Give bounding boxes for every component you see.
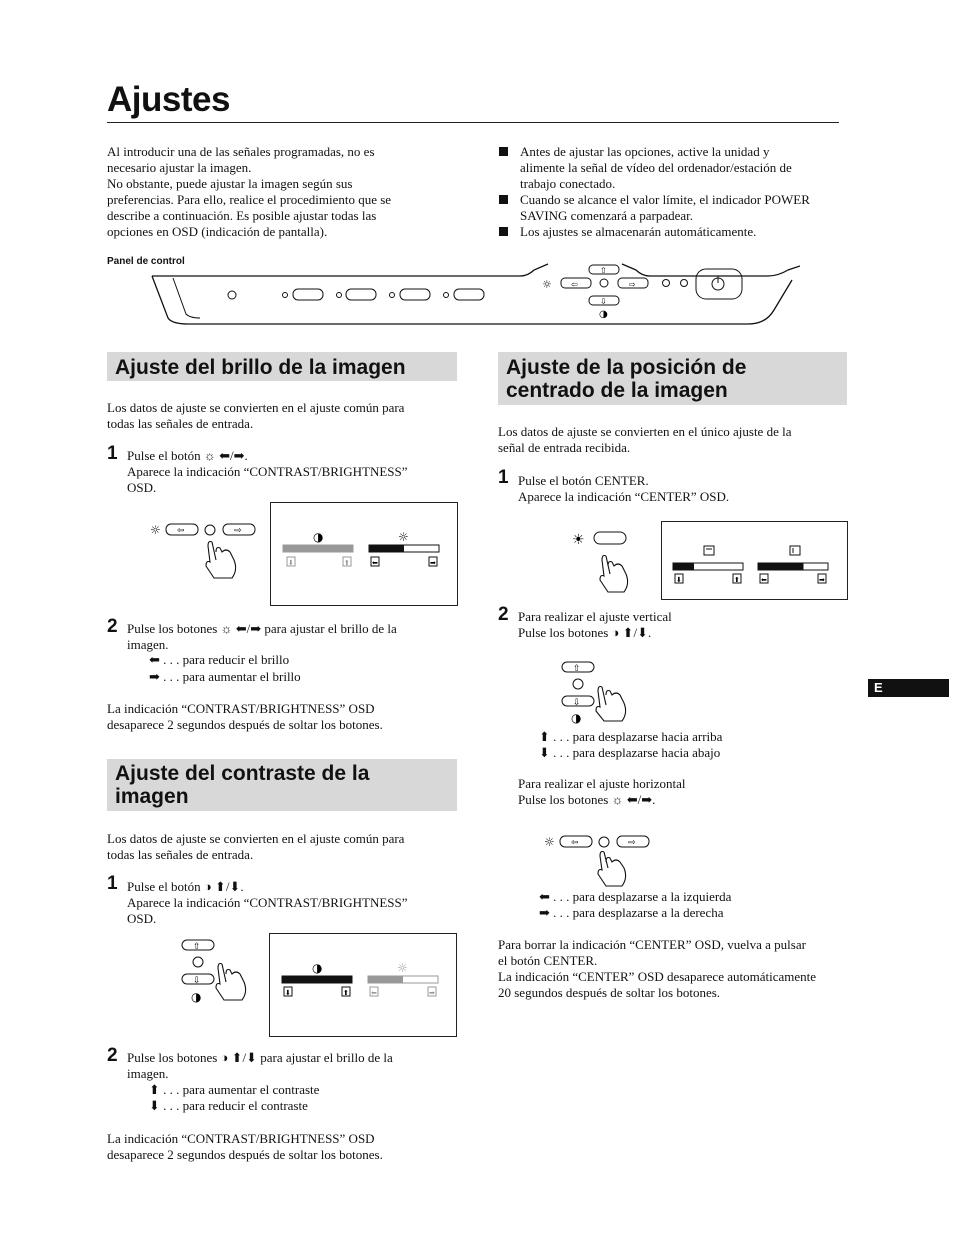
svg-text:⇨: ⇨: [234, 526, 242, 536]
svg-text:⬆: ⬆: [344, 559, 350, 567]
brightness-step1: Pulse el botón ☼ ⬅/➡. Aparece la indicación “CONTRAST/BRIGHTNESS” OSD.: [127, 448, 408, 495]
horizontal-buttons-illustration: [542, 830, 654, 890]
note-item: Los ajustes se almacenarán automáticamente.: [499, 224, 849, 240]
svg-text:➡: ➡: [430, 559, 436, 567]
brightness-heading: Ajuste del brillo de la imagen: [115, 356, 406, 379]
panel-label: Panel de control: [107, 256, 185, 267]
center-horizontal: Para realizar el ajuste horizontal Pulse los botones ☼ ⬅/➡.: [518, 776, 686, 807]
bullet-square-icon: [499, 147, 508, 156]
step-number: 2: [498, 604, 509, 625]
svg-text:⬅: ⬅: [371, 989, 377, 997]
center-left-item: ⬅ . . . para desplazarse a la izquierda: [539, 889, 732, 904]
svg-text:⇦: ⇦: [571, 838, 579, 848]
svg-text:☼: ☼: [150, 523, 161, 537]
svg-text:⇨: ⇨: [628, 838, 636, 848]
title-rule: [107, 122, 839, 123]
intro-line: describe a continuación. Es posible ajustar todas las: [107, 208, 377, 223]
svg-text:☼: ☼: [398, 530, 409, 544]
intro-line: Al introducir una de las señales programadas, no es: [107, 144, 375, 159]
bullet-square-icon: [499, 227, 508, 236]
svg-text:⬇: ⬇: [288, 559, 294, 567]
intro-line: No obstante, puede ajustar la imagen según sus: [107, 176, 353, 191]
step-number: 1: [107, 443, 118, 464]
contrast-osd: [269, 933, 457, 1037]
center-heading-box: [498, 352, 847, 405]
svg-text:◑: ◑: [312, 961, 323, 975]
svg-text:⇨: ⇨: [629, 280, 636, 289]
svg-text:⬆: ⬆: [343, 989, 349, 997]
center-button-illustration: [572, 526, 634, 596]
svg-text:☼: ☼: [544, 835, 555, 849]
svg-text:◑: ◑: [571, 711, 582, 725]
note-item: Antes de ajustar las opciones, active la unidad y alimente la señal de vídeo del ordenador/estación de trabajo conectado.: [499, 144, 849, 192]
bullet-square-icon: [499, 195, 508, 204]
intro-line: preferencias. Para ello, realice el procedimiento que se: [107, 192, 392, 207]
svg-text:⬅: ⬅: [372, 559, 378, 567]
contrast-up-item: ⬆ . . . para aumentar el contraste: [149, 1082, 320, 1097]
svg-text:⇩: ⇩: [573, 698, 581, 708]
page-title: Ajustes: [107, 80, 230, 119]
notes-list: [499, 144, 849, 240]
brightness-note: La indicación “CONTRAST/BRIGHTNESS” OSD desaparece 2 segundos después de soltar los botones.: [107, 701, 383, 732]
center-down-item: ⬇ . . . para desplazarse hacia abajo: [539, 745, 721, 760]
svg-text:◑: ◑: [313, 530, 324, 544]
svg-text:⇦: ⇦: [177, 526, 185, 536]
svg-text:➡: ➡: [429, 989, 435, 997]
brightness-lead: Los datos de ajuste se convierten en el ajuste común para todas las señales de entrada.: [107, 400, 405, 431]
intro-text: [107, 144, 477, 240]
svg-text:⇩: ⇩: [193, 976, 201, 986]
center-heading: Ajuste de la posición de centrado de la imagen: [506, 356, 747, 402]
center-step2: Para realizar el ajuste vertical Pulse los botones ◑ ⬆/⬇.: [518, 609, 672, 640]
step-number: 2: [107, 1045, 118, 1066]
contrast-step2: Pulse los botones ◑ ⬆/⬇ para ajustar el brillo de la imagen.: [127, 1050, 393, 1081]
language-tab: E: [868, 679, 949, 697]
center-right-item: ➡ . . . para desplazarse a la derecha: [539, 905, 724, 920]
center-step1: Pulse el botón CENTER. Aparece la indicación “CENTER” OSD.: [518, 473, 730, 504]
intro-line: opciones en OSD (indicación de pantalla).: [107, 224, 328, 239]
svg-text:⇦: ⇦: [571, 280, 578, 289]
contrast-step1: Pulse el botón ◑ ⬆/⬇. Aparece la indicación “CONTRAST/BRIGHTNESS” OSD.: [127, 879, 408, 926]
brightness-osd: [270, 502, 458, 606]
note-item: Cuando se alcance el valor límite, el indicador POWER SAVING comenzará a parpadear.: [499, 192, 849, 224]
intro-line: necesario ajustar la imagen.: [107, 160, 252, 175]
step-number: 1: [498, 467, 509, 488]
center-note: Para borrar la indicación “CENTER” OSD, vuelva a pulsar el botón CENTER. La indicación “CENTER” OSD desaparece automáticamente 20 segundos después de soltar los botones.: [498, 937, 817, 1000]
contrast-buttons-illustration: [178, 936, 252, 1006]
step-number: 1: [107, 873, 118, 894]
svg-text:☼: ☼: [542, 278, 552, 291]
center-lead: Los datos de ajuste se convierten en el único ajuste de la señal de entrada recibida.: [498, 424, 792, 455]
contrast-lead: Los datos de ajuste se convierten en el ajuste común para todas las señales de entrada.: [107, 831, 405, 862]
svg-text:◑: ◑: [191, 990, 202, 1004]
svg-text:⬇: ⬇: [285, 989, 291, 997]
brightness-left-item: ⬅ . . . para reducir el brillo: [149, 652, 290, 667]
step-number: 2: [107, 616, 118, 637]
svg-text:☼: ☼: [397, 961, 408, 975]
brightness-buttons-illustration: [148, 516, 260, 582]
contrast-down-item: ⬇ . . . para reducir el contraste: [149, 1098, 308, 1113]
svg-text:◑: ◑: [599, 309, 608, 320]
contrast-note: La indicación “CONTRAST/BRIGHTNESS” OSD desaparece 2 segundos después de soltar los botones.: [107, 1131, 383, 1162]
svg-text:⬅: ⬅: [761, 576, 767, 584]
brightness-step2: Pulse los botones ☼ ⬅/➡ para ajustar el brillo de la imagen.: [127, 621, 397, 652]
svg-text:☀: ☀: [572, 532, 585, 548]
control-panel-diagram: [148, 262, 800, 328]
vertical-buttons-illustration: [558, 659, 632, 725]
center-up-item: ⬆ . . . para desplazarse hacia arriba: [539, 729, 723, 744]
svg-text:⬆: ⬆: [734, 576, 740, 584]
svg-text:➡: ➡: [819, 576, 825, 584]
svg-text:⇧: ⇧: [600, 266, 607, 275]
brightness-heading-box: [107, 352, 457, 381]
svg-text:⇧: ⇧: [573, 664, 581, 674]
svg-text:⇧: ⇧: [193, 942, 201, 952]
contrast-heading: Ajuste del contraste de la imagen: [115, 762, 370, 808]
svg-text:⬇: ⬇: [676, 576, 682, 584]
contrast-heading-box: [107, 759, 457, 811]
brightness-right-item: ➡ . . . para aumentar el brillo: [149, 669, 301, 684]
center-osd: [661, 521, 848, 600]
svg-text:⇩: ⇩: [600, 297, 607, 306]
